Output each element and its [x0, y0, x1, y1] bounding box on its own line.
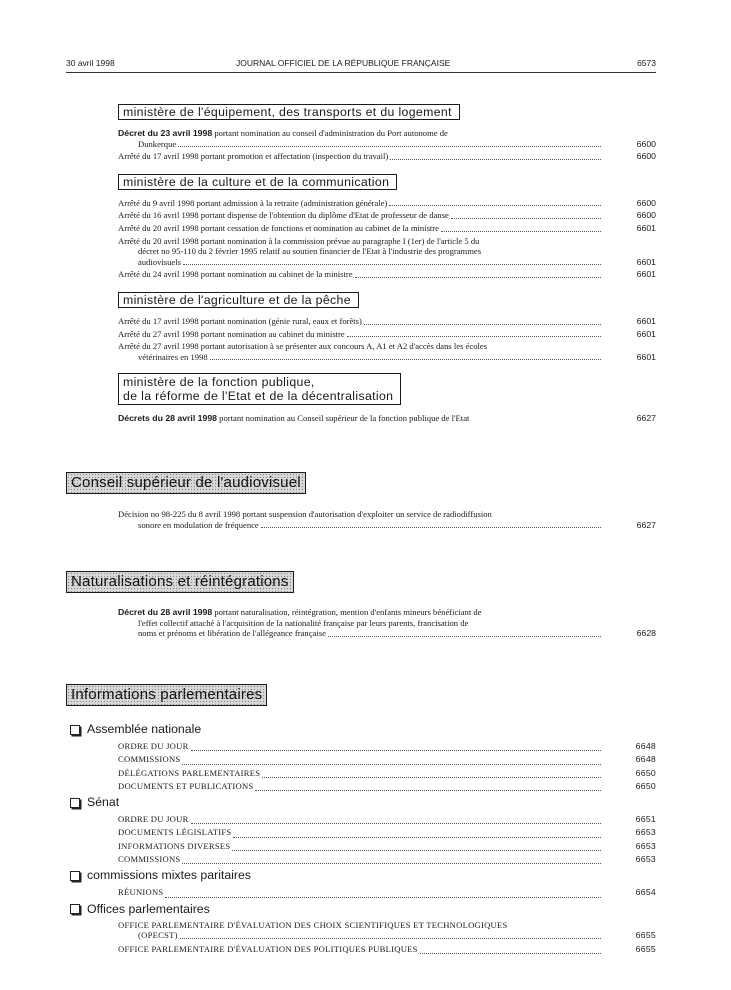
toc-entry-title: Arrêté du 20 avril 1998 portant nomination à la commission prévue au paragraphe I (1er) de l'article 5 du: [118, 235, 480, 246]
csa-banner: Conseil supérieur de l'audiovisuel: [66, 472, 306, 494]
toc-entry: [118, 198, 656, 209]
parl-item-page: 6650: [635, 780, 656, 791]
dot-leader: [451, 217, 601, 219]
dot-leader: [182, 763, 601, 765]
checkbox-square-icon: [70, 871, 80, 881]
toc-entry: [118, 210, 656, 221]
dot-leader: [178, 145, 601, 147]
checkbox-square-icon: [70, 904, 80, 914]
parl-item: [118, 840, 656, 853]
parl-item-cont-line: [118, 930, 604, 941]
parl-item-label: OFFICE PARLEMENTAIRE D'ÉVALUATION DES POLITIQUES PUBLIQUES: [118, 943, 418, 954]
toc-entry-page: 6600: [636, 138, 656, 149]
ministry-group: [118, 103, 656, 162]
parl-item-line: [118, 886, 604, 899]
dot-leader: [347, 335, 601, 337]
dot-leader: [210, 358, 601, 360]
dot-leader: [441, 230, 601, 232]
dot-leader: [191, 822, 601, 824]
toc-entry-line: [118, 316, 604, 327]
toc-entry-title: Arrêté du 27 avril 1998 portant autorisation à se présenter aux concours A, A1 et A2 d'accès dans les écoles: [118, 341, 488, 352]
header-rule: [66, 72, 656, 73]
dot-leader: [182, 862, 601, 864]
toc-entry-page: 6601: [636, 269, 656, 280]
toc-entry-title: Arrêté du 17 avril 1998 portant nomination (génie rural, eaux et forêts): [118, 315, 362, 326]
dot-leader: [233, 836, 601, 838]
toc-entry-title: Arrêté du 17 avril 1998 portant promotion et affectation (inspection du travail): [118, 151, 389, 162]
parl-item-cont: (OPECST): [138, 930, 178, 941]
parl-item-page: 6651: [635, 814, 656, 825]
parl-item-label: DOCUMENTS ET PUBLICATIONS: [118, 780, 254, 791]
ministries-section: [118, 103, 656, 435]
parl-group-title: [70, 722, 656, 737]
dot-leader: [165, 896, 601, 898]
dot-leader: [183, 263, 601, 265]
toc-entry-cont2: décret no 95-110 du 2 février 1995 relatif au soutien financier de l'Etat à l'industrie des programmes: [138, 246, 482, 257]
parl-item-line: [118, 780, 604, 793]
ministry-title: ministère de la culture et de la communication: [123, 174, 390, 189]
toc-entry-page: 6601: [636, 222, 656, 233]
parl-group-title: [70, 795, 656, 810]
parl-item-label: OFFICE PARLEMENTAIRE D'ÉVALUATION DES CHOIX SCIENTIFIQUES ET TECHNOLOGIQUES: [118, 919, 508, 930]
parl-item-label: RÉUNIONS: [118, 887, 164, 898]
toc-entry-line: [118, 329, 604, 340]
toc-entry-line: [118, 223, 604, 234]
parl-item-line: [118, 740, 604, 753]
toc-entry-page: 6627: [636, 413, 656, 424]
toc-entry-cont: Dunkerque: [138, 138, 177, 149]
parl-item-line: [118, 826, 604, 839]
toc-entry-cont-line: [118, 139, 604, 150]
ministry-title: ministère de l'agriculture et de la pêche: [123, 292, 351, 307]
dot-leader: [191, 749, 601, 751]
parl-item: [118, 780, 656, 793]
toc-entry-bold: Décrets du 28 avril 1998: [118, 413, 218, 424]
parl-item-label: ORDRE DU JOUR: [118, 814, 189, 825]
toc-entry-line: [118, 269, 604, 280]
parl-item: [118, 920, 656, 941]
nat-entry-cont: noms et prénoms et libération de l'allégeance française: [138, 628, 326, 639]
parl-item: [118, 886, 656, 899]
toc-entry-cont-line: [118, 352, 604, 363]
parl-item-page: 6653: [635, 854, 656, 865]
header-journal: JOURNAL OFFICIEL DE LA RÉPUBLIQUE FRANÇAISE: [236, 58, 451, 68]
toc-entry-title: Arrêté du 24 avril 1998 portant nomination au cabinet de la ministre: [118, 269, 353, 280]
dot-leader: [355, 276, 601, 278]
dot-leader: [255, 789, 601, 791]
ministry-group: [118, 373, 656, 424]
ministry-title: ministère de la fonction publique,: [123, 375, 315, 390]
parl-item-label: DÉLÉGATIONS PARLEMENTAIRES: [118, 767, 261, 778]
toc-entry: [118, 236, 656, 268]
toc-entry-cont-line: [118, 257, 604, 268]
parl-group-title: [70, 868, 656, 883]
toc-entry-bold: Décret du 23 avril 1998: [118, 128, 213, 138]
nat-entry-cont1: l'effet collectif attaché à l'acquisition de la nationalité française par leurs parents, francisation de: [138, 617, 469, 628]
ministry-title-box: [118, 104, 460, 120]
ministry-title-box: [118, 373, 401, 405]
toc-entry-title: portant nomination au conseil d'administration du Port autonome de: [212, 128, 448, 138]
parl-group-label: Sénat: [87, 795, 120, 810]
parl-item-label: COMMISSIONS: [118, 854, 181, 865]
parl-group-title: [70, 902, 656, 917]
toc-entry-line: [118, 198, 604, 209]
dot-leader: [420, 952, 601, 954]
parl-item-label: COMMISSIONS: [118, 754, 181, 765]
toc-entry: [118, 341, 656, 362]
toc-entry-title: portant nomination au Conseil supérieur de la fonction publique de l'Etat: [217, 413, 470, 424]
parl-item: [118, 813, 656, 826]
parl-group-label: Offices parlementaires: [87, 901, 210, 916]
parl-group-label: Assemblée nationale: [87, 722, 202, 736]
nat-entry-page: 6628: [636, 628, 656, 639]
parl-item-page: 6655: [635, 930, 656, 941]
parl-item: [118, 740, 656, 753]
toc-entry-cont: vétérinaires en 1998: [138, 351, 208, 362]
parl-item: [118, 826, 656, 839]
parl-item: [118, 943, 656, 956]
toc-entry: [118, 413, 656, 424]
parl-item: [118, 767, 656, 780]
csa-entry-page: 6627: [636, 519, 656, 530]
parl-item-line: [118, 943, 604, 956]
toc-entry: [118, 269, 656, 280]
parl-item-line: [118, 753, 604, 766]
toc-entry-page: 6600: [636, 151, 656, 162]
ministry-group: [118, 173, 656, 280]
checkbox-square-icon: [70, 725, 80, 735]
parl-group-label: commissions mixtes paritaires: [87, 868, 251, 883]
csa-entry-cont: sonore en modulation de fréquence: [138, 519, 259, 530]
dot-leader: [180, 937, 601, 939]
toc-entry-page: 6601: [636, 315, 656, 326]
dot-leader: [389, 204, 601, 206]
naturalisations-banner: Naturalisations et réintégrations: [66, 571, 294, 593]
page-header: [66, 58, 656, 70]
toc-entry-page: 6601: [636, 328, 656, 339]
toc-entry-title: Arrêté du 9 avril 1998 portant admission à la retraite (administration générale): [118, 197, 388, 208]
toc-entry-title: Arrêté du 27 avril 1998 portant nomination au cabinet du ministre: [118, 328, 345, 339]
parl-item-page: 6648: [635, 741, 656, 751]
parl-item-label: DOCUMENTS LÉGISLATIFS: [118, 827, 232, 838]
parl-item-page: 6650: [635, 767, 656, 778]
csa-entry-text: Décision no 98-225 du 8 avril 1998 portant suspension d'autorisation d'exploiter un service de radiodiffusion: [118, 509, 492, 519]
dot-leader: [262, 776, 601, 778]
toc-entry-title: Arrêté du 20 avril 1998 portant cessation de fonctions et nomination au cabinet de la ministre: [118, 222, 439, 233]
toc-entry-title: Arrêté du 16 avril 1998 portant dispense de l'obtention du diplôme d'Etat de professeur de danse: [118, 210, 449, 221]
parl-item-line: [118, 813, 604, 826]
ministry-title-box: [118, 292, 359, 308]
checkbox-square-icon: [70, 798, 80, 808]
parl-item-line: [118, 853, 604, 866]
nat-entry: [118, 607, 656, 641]
parl-item-page: 6653: [635, 840, 656, 851]
parliament-section: [70, 722, 656, 958]
toc-entry: [118, 329, 656, 340]
parlementaires-banner: Informations parlementaires: [66, 684, 267, 706]
toc-entry: [118, 223, 656, 234]
nat-entry-bold: Décret du 28 avril 1998: [118, 607, 213, 617]
dot-leader: [232, 849, 601, 851]
toc-entry: [118, 128, 656, 149]
toc-entry-page: 6600: [636, 197, 656, 208]
parl-item-page: 6655: [635, 943, 656, 954]
toc-entry-text: [118, 236, 604, 247]
ministry-group: [118, 291, 656, 362]
parl-item-line: [118, 840, 604, 853]
toc-entry: [118, 151, 656, 162]
dot-leader: [364, 323, 601, 325]
parl-item-label: ORDRE DU JOUR: [118, 741, 189, 751]
toc-entry-text: [118, 341, 604, 352]
parl-item-label: INFORMATIONS DIVERSES: [118, 840, 231, 851]
dot-leader: [390, 158, 601, 160]
nat-entry-text: portant naturalisation, réintégration, mention d'enfants mineurs bénéficiant de: [212, 607, 482, 617]
ministry-title-line2: de la réforme de l'Etat et de la décentralisation: [123, 389, 394, 404]
csa-entry: [118, 509, 656, 532]
toc-entry-line: [118, 151, 604, 162]
parl-item: [118, 753, 656, 766]
header-page-number: 6573: [637, 58, 656, 68]
toc-entry: [118, 316, 656, 327]
toc-entry-text: [118, 128, 604, 139]
parl-item-page: 6648: [635, 754, 656, 765]
parl-item-page: 6653: [635, 827, 656, 838]
toc-entry-page: 6601: [636, 351, 656, 362]
toc-entry-page: 6600: [636, 210, 656, 221]
header-date: 30 avril 1998: [66, 58, 115, 68]
toc-entry-line: [118, 210, 604, 221]
parl-item-page: 6654: [635, 887, 656, 898]
toc-entry-line: [118, 413, 604, 424]
ministry-title-box: [118, 174, 397, 190]
parl-item-line: [118, 767, 604, 780]
toc-entry-cont: audiovisuels: [138, 256, 181, 267]
ministry-title: ministère de l'équipement, des transports et du logement: [123, 105, 452, 119]
toc-entry-page: 6601: [636, 256, 656, 267]
parl-item: [118, 853, 656, 866]
